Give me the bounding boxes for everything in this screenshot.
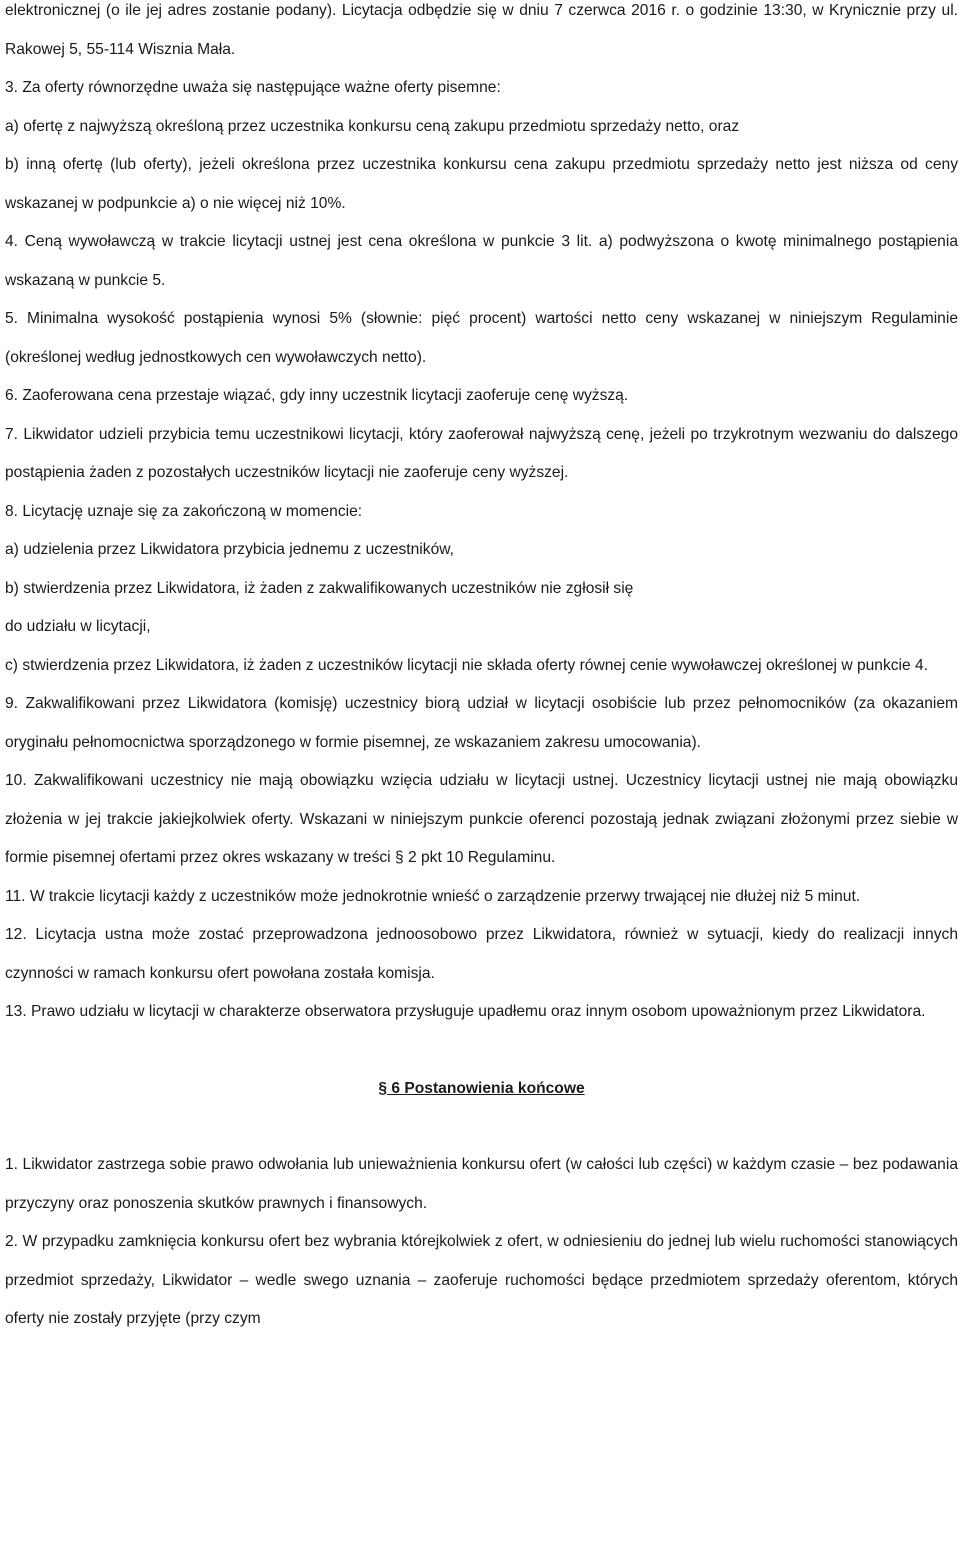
paragraph: 4. Ceną wywoławczą w trakcie licytacji ustnej jest cena określona w punkcie 3 lit. a) podwyższona o kwotę minimalnego postąpienia wskazaną w punkcie 5. xyxy=(5,233,958,289)
paragraph: 7. Likwidator udzieli przybicia temu uczestnikowi licytacji, który zaoferował najwyższą cenę, jeżeli po trzykrotnym wezwaniu do dalszego postąpienia żaden z pozostałych uczestników licytacji nie zaoferuje ceny wyższej. xyxy=(5,425,958,481)
spacer xyxy=(5,1108,958,1146)
paragraph: 9. Zakwalifikowani przez Likwidatora (komisję) uczestnicy biorą udział w licytacji osobiście lub przez pełnomocników (za okazaniem oryginału pełnomocnictwa sporządzonego w formie pisemnej, ze wskazaniem zakresu umocowania). xyxy=(5,695,958,751)
paragraph: 12. Licytacja ustna może zostać przeprowadzona jednoosobowo przez Likwidatora, również w sytuacji, kiedy do realizacji innych czynności w ramach konkursu ofert powołana została komisja. xyxy=(5,926,958,982)
paragraph: 10. Zakwalifikowani uczestnicy nie mają obowiązku wzięcia udziału w licytacji ustnej. Uczestnicy licytacji ustnej nie mają obowiązku złożenia w jej trakcie jakiejkolwiek oferty. Wskazani w niniejszym punkcie oferenci pozostają jednak związani złożonymi przez siebie w formie pisemnej ofertami przez okres wskazany w treści § 2 pkt 10 Regulaminu. xyxy=(5,772,958,866)
paragraph: 1. Likwidator zastrzega sobie prawo odwołania lub unieważnienia konkursu ofert (w całości lub części) w każdym czasie – bez podawania przyczyny oraz ponoszenia skutków prawnych i finansowych. xyxy=(5,1156,958,1212)
paragraph: do udziału w licytacji, xyxy=(5,618,151,635)
paragraph: 5. Minimalna wysokość postąpienia wynosi 5% (słownie: pięć procent) wartości netto ceny wskazanej w niniejszym Regulaminie (określonej według jednostkowych cen wywoławczych netto). xyxy=(5,310,958,366)
paragraph: b) stwierdzenia przez Likwidatora, iż żaden z zakwalifikowanych uczestników nie zgłosił się xyxy=(5,579,634,597)
paragraph: elektronicznej (o ile jej adres zostanie podany). Licytacja odbędzie się w dniu 7 czerwca 2016 r. o godzinie 13:30, w Krynicznie przy ul. Rakowej 5, 55-114 Wisznia Mała. xyxy=(5,2,958,58)
paragraph: c) stwierdzenia przez Likwidatora, iż żaden z uczestników licytacji nie składa oferty równej cenie wywoławczej określonej w punkcie 4. xyxy=(5,656,929,674)
paragraph: a) ofertę z najwyższą określoną przez uczestnika konkursu ceną zakupu przedmiotu sprzedaży netto, oraz xyxy=(5,117,740,135)
paragraph: 13. Prawo udziału w licytacji w charakterze obserwatora przysługuje upadłemu oraz innym osobom upoważnionym przez Likwidatora. xyxy=(5,1003,926,1020)
document-page xyxy=(5,0,958,1339)
paragraph: a) udzielenia przez Likwidatora przybicia jednemu z uczestników, xyxy=(5,541,454,558)
section-heading: § 6 Postanowienia końcowe xyxy=(378,1079,585,1097)
paragraph: 6. Zaoferowana cena przestaje wiązać, gdy inny uczestnik licytacji zaoferuje cenę wyższą. xyxy=(5,387,629,404)
paragraph: 8. Licytację uznaje się za zakończoną w momencie: xyxy=(5,502,363,520)
paragraph: 11. W trakcie licytacji każdy z uczestników może jednokrotnie wnieść o zarządzenie przerwy trwającej nie dłużej niż 5 minut. xyxy=(5,887,861,905)
spacer xyxy=(5,1032,958,1070)
paragraph: 2. W przypadku zamknięcia konkursu ofert bez wybrania którejkolwiek z ofert, w odniesieniu do jednej lub wielu ruchomości stanowiących przedmiot sprzedaży, Likwidator – wedle swego uznania – zaoferuje ruchomości będące przedmiotem sprzedaży oferentom, których oferty nie zostały przyjęte (przy czym xyxy=(5,1233,958,1327)
paragraph: 3. Za oferty równorzędne uważa się następujące ważne oferty pisemne: xyxy=(5,79,501,96)
paragraph: b) inną ofertę (lub oferty), jeżeli określona przez uczestnika konkursu cena zakupu przedmiotu sprzedaży netto jest niższa od ceny wskazanej w podpunkcie a) o nie więcej niż 10%. xyxy=(5,156,958,212)
